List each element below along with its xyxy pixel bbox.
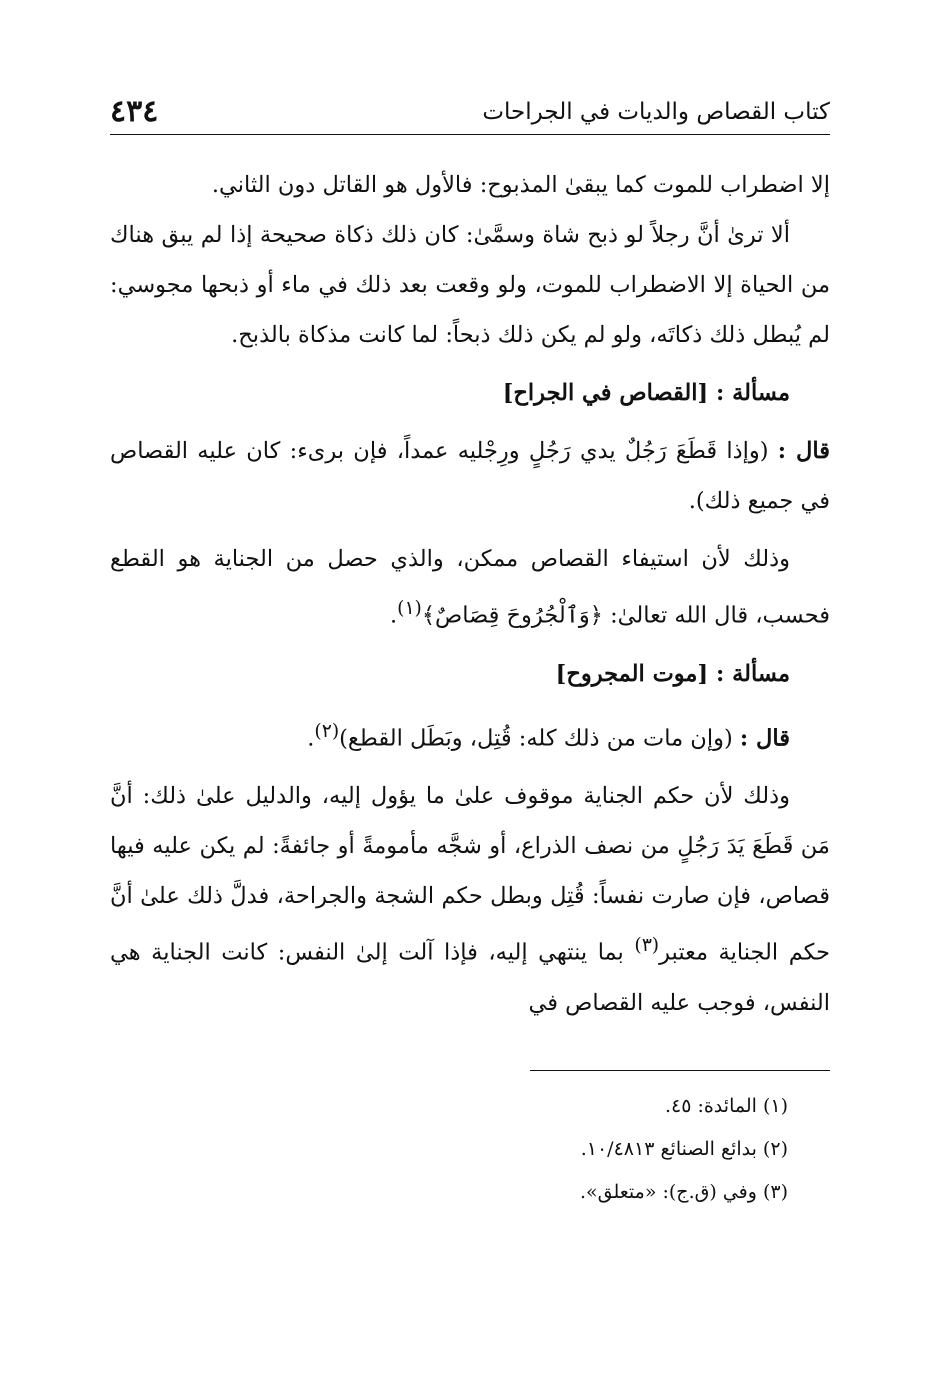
heading-label: مسألة : (715, 660, 790, 687)
footnote: (٣) وفي (ق.ج): «متعلق». (579, 1181, 788, 1203)
qala-label: قال : (777, 438, 830, 464)
paragraph-text: بما ينتهي إليه، فإذا آلت إلىٰ النفس: كانت الجناية هي النفس، فوجب عليه القصاص في (110, 939, 830, 1016)
qala-label: قال : (739, 725, 790, 751)
matn-quote: قال : (وإن مات من ذلك كله: قُتِل، وبَطَل القطع)$^{(٢)}$. (307, 720, 790, 751)
paragraph (110, 771, 830, 1028)
matn-text: (وإن مات من ذلك كله: قُتِل، وبَطَل القطع) (339, 725, 733, 751)
section-heading (110, 649, 830, 699)
footnote: (١) المائدة: ٤٥. (664, 1095, 788, 1117)
footnotes (110, 1070, 830, 1214)
heading-label: مسألة : (715, 380, 790, 406)
paragraph-text: وذلك لأن حكم الجناية موقوف علىٰ ما يؤول إليه، والدليل علىٰ ذلك: أنَّ مَن قَطَعَ يَدَ رَجُلٍ من نصف الذراع، أو شجَّه مأمومةً أو جائفةً: لم يكن عليه فيها قصاص، فإن صارت نفساً: قُتِل وبطل حكم الشجة والجراحة، فدلَّ ذلك علىٰ أنَّ حكم الجناية معتبر (110, 783, 831, 966)
paragraph: ألا ترىٰ أنَّ رجلاً لو ذبح شاة وسمَّىٰ: كان ذلك ذكاة صحيحة إذا لم يبق هناك من الحياة إلا الاضطراب للموت، ولو وقعت بعد ذلك في ماء أو ذبحها مجوسي: لم يُبطل ذلك ذكاتَه، ولو لم يكن ذلك ذبحاً: لما كانت مذكاة بالذبح. (110, 222, 830, 348)
matn-quote (110, 426, 830, 526)
page-header (110, 92, 830, 135)
heading-title: [القصاص في الجراح] (502, 380, 709, 406)
paragraph-text: وذلك لأن استيفاء القصاص ممكن، والذي حصل من الجناية هو القطع فحسب، قال الله تعالىٰ: (110, 546, 830, 629)
footnote-ref: (٢) (314, 720, 340, 742)
page-number: ٤٣٤ (110, 94, 159, 129)
quran-verse: ﴿وَٱلْجُرُوحَ قِصَاصٌ﴾ (421, 602, 603, 629)
main-text (110, 160, 830, 1028)
footnote-separator (530, 1070, 830, 1071)
footnote-ref: (١) (397, 598, 422, 619)
running-title: كتاب القصاص والديات في الجراحات (482, 99, 830, 125)
heading-title: [موت المجروح] (555, 660, 709, 687)
footnote: (٢) بدائع الصنائع ١٠/٤٨١٣. (580, 1138, 788, 1160)
footnote-ref: (٣) (634, 935, 660, 956)
matn-text: (وإذا قَطَعَ رَجُلٌ يدي رَجُلٍ ورِجْليه عمداً، فإن برىء: كان عليه القصاص في جميع ذلك). (110, 438, 830, 514)
paragraph: وذلك لأن استيفاء القصاص ممكن، والذي حصل من الجناية هو القطع فحسب، قال الله تعالىٰ: ﴿وَٱلْجُرُوحَ قِصَاصٌ﴾$^{(١)}$. (110, 546, 830, 629)
section-heading (110, 368, 830, 418)
paragraph: إلا اضطراب للموت كما يبقىٰ المذبوح: فالأول هو القاتل دون الثاني. (211, 172, 830, 198)
